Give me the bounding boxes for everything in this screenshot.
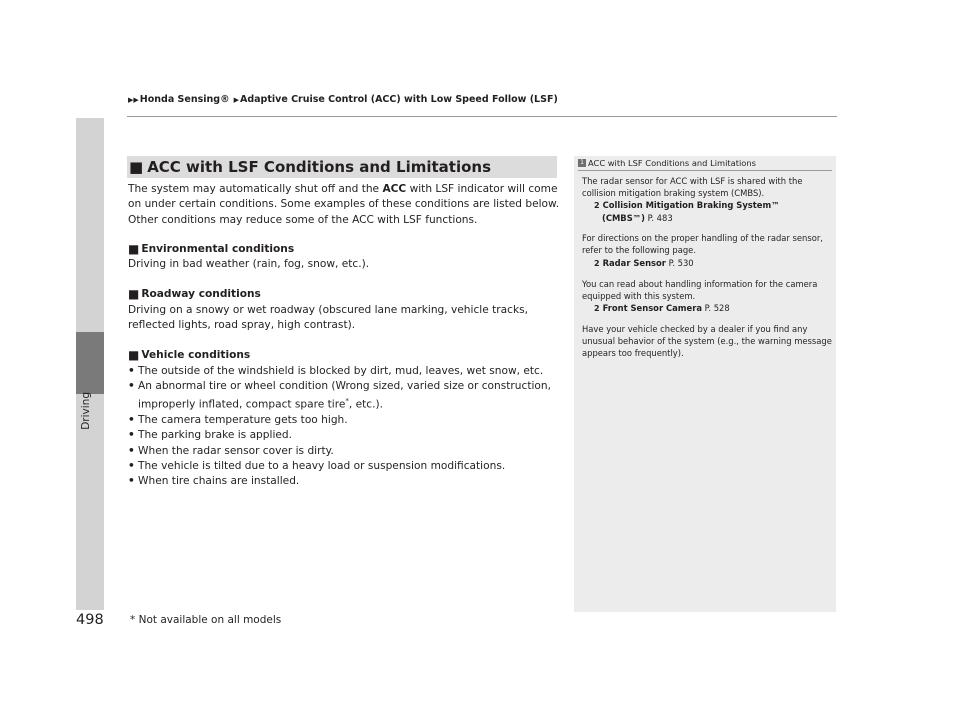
bullet-icon: • xyxy=(128,379,135,392)
list-item xyxy=(128,459,560,474)
intro-paragraph xyxy=(128,182,560,228)
list-item xyxy=(128,444,560,459)
cross-reference-cmbs-cont[interactable] xyxy=(582,212,832,224)
environmental-text: Driving in bad weather (rain, fog, snow, etc.). xyxy=(128,258,370,271)
bullet-icon: • xyxy=(128,475,135,488)
cross-reference-page[interactable]: P. 528 xyxy=(701,302,730,313)
note-paragraph-1: The radar sensor for ACC with LSF is shared with the collision mitigation braking system (CMBS). xyxy=(582,176,803,199)
cross-reference-cmbs[interactable] xyxy=(582,199,832,212)
section-heading xyxy=(127,156,557,178)
list-item-text: When the radar sensor cover is dirty. xyxy=(138,444,334,457)
page-number: 498 xyxy=(76,612,104,628)
list-item xyxy=(128,428,560,443)
list-item-text: The parking brake is applied. xyxy=(138,429,293,442)
page-reference-icon: 2 xyxy=(594,201,600,211)
list-item xyxy=(128,474,560,489)
breadcrumb xyxy=(128,94,562,105)
note-sidebar xyxy=(574,156,836,612)
chapter-label: Driving xyxy=(80,392,92,430)
list-item-text-end: , etc.). xyxy=(348,398,383,411)
chapter-tab-marker xyxy=(76,332,104,394)
note-title-text: ACC with LSF Conditions and Limitations xyxy=(588,158,756,168)
subheading-square-icon: ■ xyxy=(128,287,140,302)
note-icon: 1 xyxy=(578,159,586,167)
note-title xyxy=(578,158,756,168)
breadcrumb-arrow-icon: ▶▶ xyxy=(128,95,139,104)
heading-square-icon: ■ xyxy=(129,158,144,176)
vehicle-heading-text: Vehicle conditions xyxy=(141,349,251,362)
cross-reference-title[interactable]: Radar Sensor xyxy=(602,257,666,268)
cross-reference-front-camera[interactable] xyxy=(582,302,832,315)
note-divider xyxy=(578,170,832,171)
list-item-text: The vehicle is tilted due to a heavy load or suspension modifications. xyxy=(138,459,506,472)
list-item-text: The camera temperature gets too high. xyxy=(138,414,348,427)
roadway-heading-text: Roadway conditions xyxy=(141,288,261,301)
cross-reference-page[interactable]: P. 530 xyxy=(665,257,694,268)
main-body xyxy=(128,182,560,490)
note-paragraph-3: You can read about handling information for the camera equipped with this system. xyxy=(582,278,818,301)
environmental-heading-text: Environmental conditions xyxy=(141,242,295,255)
roadway-text: Driving on a snowy or wet roadway (obscured lane marking, vehicle tracks, reflected lights, road spray, high contrast). xyxy=(128,303,528,332)
header-divider xyxy=(127,116,837,117)
subheading-square-icon: ■ xyxy=(128,348,140,363)
bullet-icon: • xyxy=(128,414,135,427)
page-reference-icon: 2 xyxy=(594,303,600,313)
list-item xyxy=(128,413,560,428)
cross-reference-page[interactable]: P. 483 xyxy=(644,213,673,224)
list-item xyxy=(128,379,560,413)
roadway-heading xyxy=(128,287,560,302)
cross-reference-title[interactable]: Collision Mitigation Braking System™ xyxy=(602,200,780,211)
note-body xyxy=(582,175,832,367)
bullet-icon: • xyxy=(128,459,135,472)
list-item xyxy=(128,364,560,379)
vehicle-conditions-list xyxy=(128,364,560,490)
breadcrumb-item-acc-lsf[interactable]: Adaptive Cruise Control (ACC) with Low Speed Follow (LSF) xyxy=(239,94,558,105)
subheading-square-icon: ■ xyxy=(128,241,140,256)
intro-text-2: with LSF indicator will come on under certain conditions. Some examples of these conditions are listed below. Other conditions may reduce some of the ACC with LSF functions. xyxy=(128,183,560,226)
bullet-icon: • xyxy=(128,364,135,377)
cross-reference-radar-sensor[interactable] xyxy=(582,257,832,270)
list-item-text: An abnormal tire or wheel condition (Wrong sized, varied size or construction, improperly inflated, compact spare tire xyxy=(138,379,551,411)
breadcrumb-item-honda-sensing[interactable]: Honda Sensing® xyxy=(139,94,230,105)
cross-reference-title[interactable]: Front Sensor Camera xyxy=(602,302,702,313)
intro-text-1: The system may automatically shut off and the xyxy=(128,183,383,195)
note-paragraph-2: For directions on the proper handling of the radar sensor, refer to the following page. xyxy=(582,233,823,256)
page-reference-icon: 2 xyxy=(594,258,600,268)
list-item-text: When tire chains are installed. xyxy=(138,475,300,488)
bullet-icon: • xyxy=(128,429,135,442)
vehicle-heading xyxy=(128,348,560,363)
acc-indicator-label: ACC xyxy=(382,183,407,195)
footnote-star: * xyxy=(345,397,349,406)
note-paragraph-4: Have your vehicle checked by a dealer if you find any unusual behavior of the system (e.g., the warning message appears too frequently). xyxy=(582,323,832,359)
environmental-heading xyxy=(128,242,560,257)
list-item-text: The outside of the windshield is blocked by dirt, mud, leaves, wet snow, etc. xyxy=(138,364,544,377)
breadcrumb-arrow-icon: ▶ xyxy=(233,95,239,104)
cross-reference-title-cont[interactable]: (CMBS™) xyxy=(602,213,645,224)
section-title: ACC with LSF Conditions and Limitations xyxy=(147,158,492,176)
bullet-icon: • xyxy=(128,444,135,457)
footnote: * Not available on all models xyxy=(130,614,282,626)
